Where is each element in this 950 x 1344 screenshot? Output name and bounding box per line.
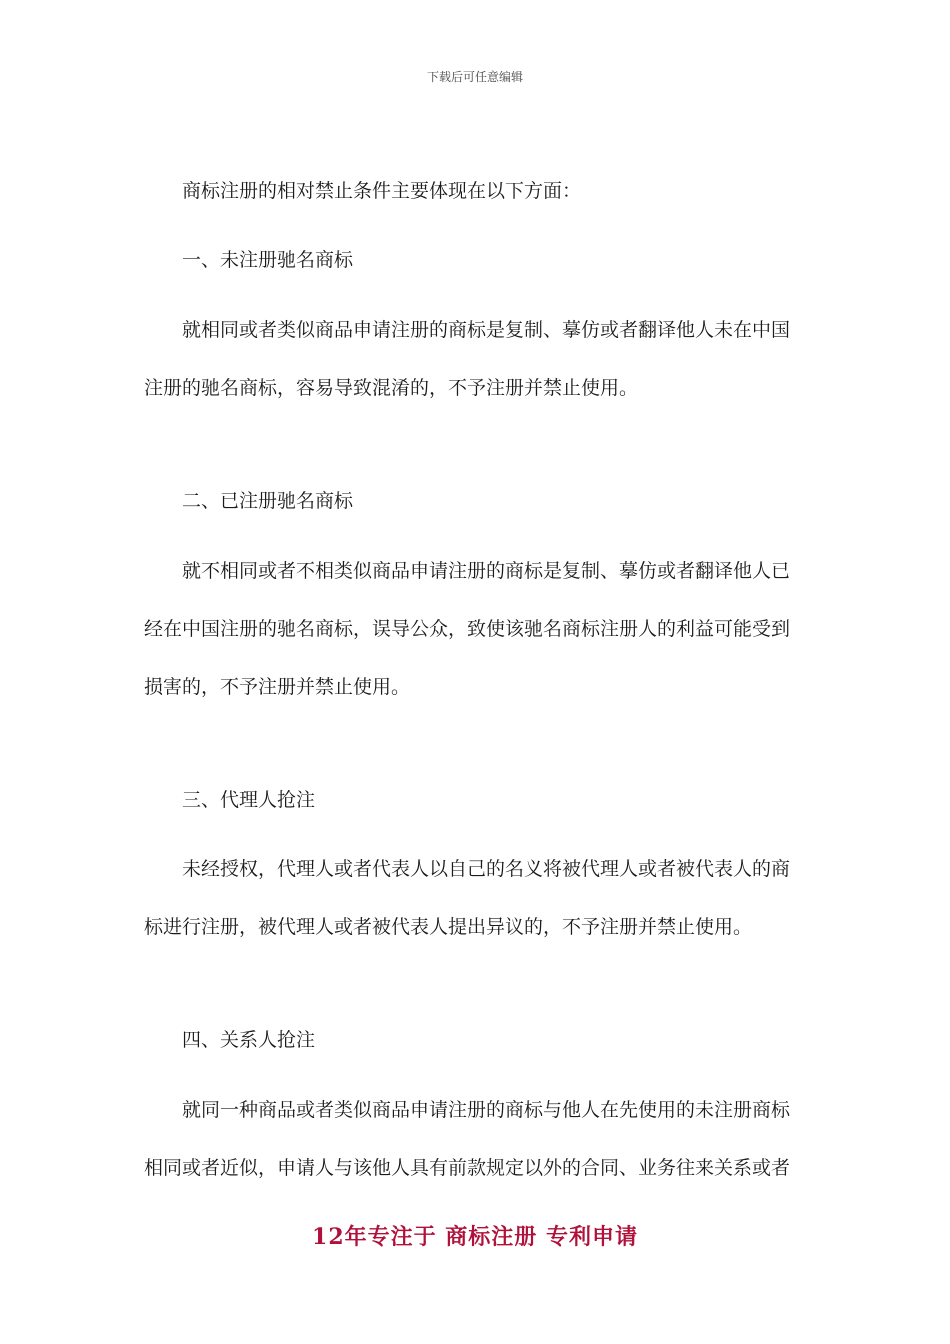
section-2-line-3: 损害的，不予注册并禁止使用。 [144, 676, 411, 698]
section-4-title: 四、关系人抢注 [182, 1029, 316, 1051]
section-2-line-2: 经在中国注册的驰名商标，误导公众，致使该驰名商标注册人的利益可能受到 [144, 618, 791, 640]
section-1-title: 一、未注册驰名商标 [182, 249, 354, 271]
header-note: 下载后可任意编辑 [426, 70, 523, 84]
section-4-line-1: 就同一种商品或者类似商品申请注册的商标与他人在先使用的未注册商标 [182, 1099, 791, 1121]
section-2-title: 二、已注册驰名商标 [182, 490, 354, 512]
section-1-line-1: 就相同或者类似商品申请注册的商标是复制、摹仿或者翻译他人未在中国 [182, 319, 791, 341]
section-3-line-1: 未经授权，代理人或者代表人以自己的名义将被代理人或者被代表人的商 [182, 858, 791, 880]
section-3-line-2: 标进行注册，被代理人或者被代表人提出异议的，不予注册并禁止使用。 [144, 916, 753, 938]
section-1-line-2: 注册的驰名商标，容易导致混淆的，不予注册并禁止使用。 [144, 377, 639, 399]
section-4-line-2: 相同或者近似，申请人与该他人具有前款规定以外的合同、业务往来关系或者 [144, 1157, 791, 1179]
intro-text: 商标注册的相对禁止条件主要体现在以下方面： [182, 180, 582, 202]
footer-banner: 12年专注于 商标注册 专利申请 [312, 1224, 638, 1250]
section-2-line-1: 就不相同或者不相类似商品申请注册的商标是复制、摹仿或者翻译他人已 [182, 560, 791, 582]
section-3-title: 三、代理人抢注 [182, 789, 316, 811]
